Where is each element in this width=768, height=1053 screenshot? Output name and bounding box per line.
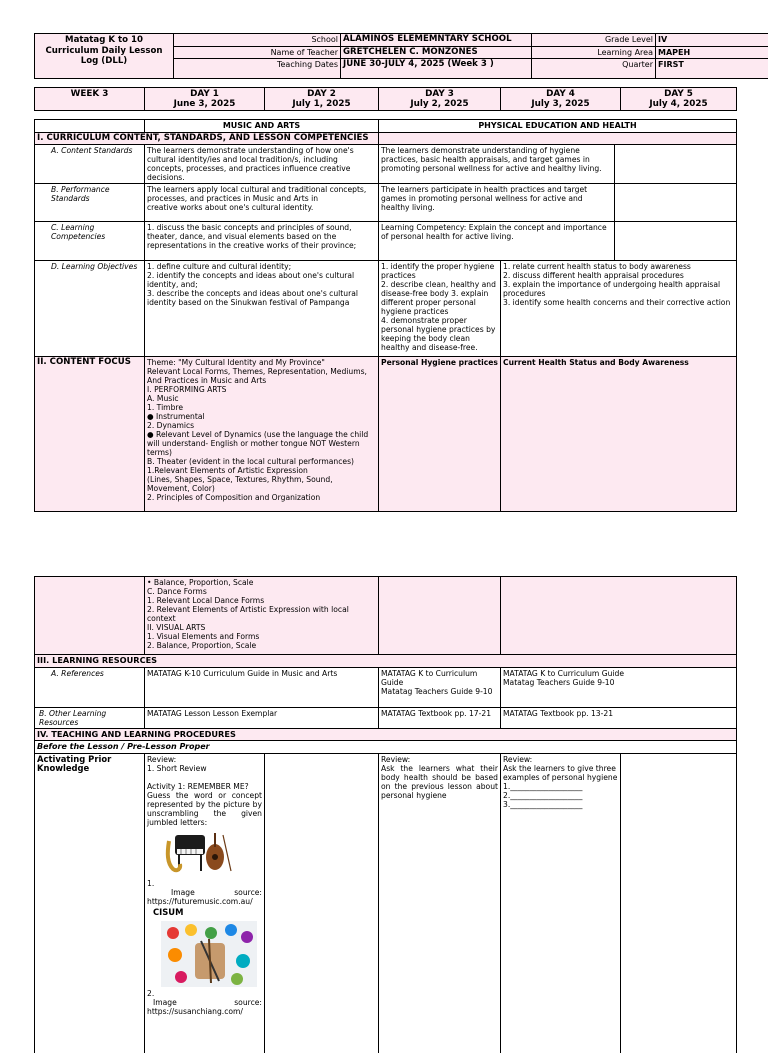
header-table [34,33,768,79]
day-4: DAY 4 July 3, 2025 [501,88,621,111]
content-standards-label: A. Content Standards [35,145,145,184]
performance-standards-pe: The learners participate in health practices and target games in promoting personal wellness for active and healthy living. [379,184,615,222]
content-focus-continued: • Balance, Proportion, Scale C. Dance Forms 1. Relevant Local Dance Forms 2. Relevant Elements of Artistic Expression with local context II. VISUAL ARTS 1. Visual Elements and Forms 2. Balance, Proportion, Scale [145,577,379,655]
activating-day4: Review: Ask the learners to give three examples of personal hygiene 1.___________________ 2.___________________ 3.___________________ [501,753,621,1053]
grade-value: IV [656,34,768,47]
quarter-label: Quarter [532,59,656,79]
content-focus-day4: Current Health Status and Body Awareness [501,357,737,512]
day-1: DAY 1 June 3, 2025 [145,88,265,111]
activity-instructions: Review: 1. Short Review Activity 1: REMEMBER ME? Guess the word or concept represented by the picture by unscrambling the given jumbled letters: [147,755,262,827]
references-day4: MATATAG K to Curriculum Guide Matatag Teachers Guide 9-10 [501,667,737,707]
main-table [34,119,737,512]
performance-standards-label: B. Performance Standards [35,184,145,222]
section-3-title: III. LEARNING RESOURCES [35,655,737,668]
art-palette-image [161,921,257,987]
day-2: DAY 2 July 1, 2025 [265,88,379,111]
learning-objectives-day4: 1. relate current health status to body awareness 2. discuss different health appraisal procedures 3. explain the importance of undergoing health appraisal procedures 3. identify some health concerns and their corrective action [501,261,737,357]
item-2-number: 2. [147,989,262,998]
area-label: Learning Area [532,46,656,59]
content-focus-ma: Theme: "My Cultural Identity and My Province" Relevant Local Forms, Themes, Representation, Mediums, And Practices in Music and Arts I. PERFORMING ARTS A. Music 1. Timbre ● Instrumental 2. Dynamics ● Relevant Level of Dynamics (use the language the child will understand- English or mother tongue NOT Western terms) B. Theater (evident in the local cultural performances) 1.Relevant Elements of Artistic Expression (Lines, Shapes, Space, Textures, Rhythm, Sound, Movement, Color) 2. Principles of Composition and Organization [145,357,379,512]
performance-standards-ma: The learners apply local cultural and traditional concepts, processes, and practices in Music and Arts in creative works about one's cultural identity. [145,184,379,222]
quarter-value: FIRST [656,59,768,79]
day-5: DAY 5 July 4, 2025 [621,88,737,111]
blank-header-cell [35,120,145,133]
learning-competencies-pe: Learning Competency: Explain the concept and importance of personal health for active living. [379,222,615,261]
other-resources-day4: MATATAG Textbook pp. 13-21 [501,707,737,728]
dates-value: JUNE 30-JULY 4, 2025 (Week 3 ) [341,59,532,79]
music-arts-header: MUSIC AND ARTS [145,120,379,133]
week-label: WEEK 3 [35,88,145,111]
learning-competencies-ma: 1. discuss the basic concepts and principles of sound, theater, dance, and visual elements based on the representations in the creative works of their province; [145,222,379,261]
log-title: Matatag K to 10 Curriculum Daily Lesson Log (DLL) [35,34,174,79]
image-source-2: Image source: https://susanchiang.com/ [147,998,262,1016]
teacher-label: Name of Teacher [174,46,341,59]
image-source-1: Image source: https://futuremusic.com.au/ [147,888,262,906]
references-label: A. References [35,667,145,707]
area-value: MAPEH [656,46,768,59]
learning-objectives-label: D. Learning Objectives [35,261,145,357]
school-value: ALAMINOS ELEMEMNTARY SCHOOL [341,34,532,47]
learning-competencies-label: C. Learning Competencies [35,222,145,261]
learning-objectives-day3: 1. identify the proper hygiene practices 2. describe clean, healthy and disease-free body 3. explain different proper personal hygiene practices 4. demonstrate proper personal hygiene practices by keeping the body clean healthy and disease-free. [379,261,501,357]
item-1-number: 1. [147,879,262,888]
jumbled-word-1: CISUM [153,908,262,917]
references-day3: MATATAG K to Curriculum Guide Matatag Teachers Guide 9-10 [379,667,501,707]
days-table [34,87,737,111]
section-4-title: IV. TEACHING AND LEARNING PROCEDURES [35,728,737,741]
other-resources-label: B. Other Learning Resources [35,707,145,728]
school-label: School [174,34,341,47]
dates-label: Teaching Dates [174,59,341,79]
content-focus-label: II. CONTENT FOCUS [35,357,145,512]
music-instruments-image [161,831,233,877]
activating-day3: Review: Ask the learners what their body health should be based on the previous lesson about personal hygiene [379,753,501,1053]
pe-health-header: PHYSICAL EDUCATION AND HEALTH [379,120,737,133]
before-lesson-title: Before the Lesson / Pre-Lesson Proper [35,741,737,754]
learning-objectives-ma: 1. define culture and cultural identity; 2. identify the concepts and ideas about one's cultural identity, and; 3. describe the concepts and ideas about one's cultural identity based on the Sinukwan festival of Pampanga [145,261,379,357]
content-standards-ma: The learners demonstrate understanding of how one's cultural identity/ies and local tradition/s, including concepts, processes, and practices influence creative decisions. [145,145,379,184]
other-resources-ma: MATATAG Lesson Lesson Exemplar [145,707,379,728]
main-table-continued [34,576,737,1053]
activating-day1 [145,753,265,1053]
content-standards-pe: The learners demonstrate understanding of hygiene practices, basic health appraisals, and target games in promoting personal wellness for active and healthy living. [379,145,615,184]
section-1-title: I. CURRICULUM CONTENT, STANDARDS, AND LESSON COMPETENCIES [35,132,379,145]
other-resources-day3: MATATAG Textbook pp. 17-21 [379,707,501,728]
day-3: DAY 3 July 2, 2025 [379,88,501,111]
grade-label: Grade Level [532,34,656,47]
teacher-value: GRETCHELEN C. MONZONES [341,46,532,59]
content-focus-day3: Personal Hygiene practices [379,357,501,512]
activating-label: Activating Prior Knowledge [35,753,145,1053]
references-ma: MATATAG K-10 Curriculum Guide in Music and Arts [145,667,379,707]
